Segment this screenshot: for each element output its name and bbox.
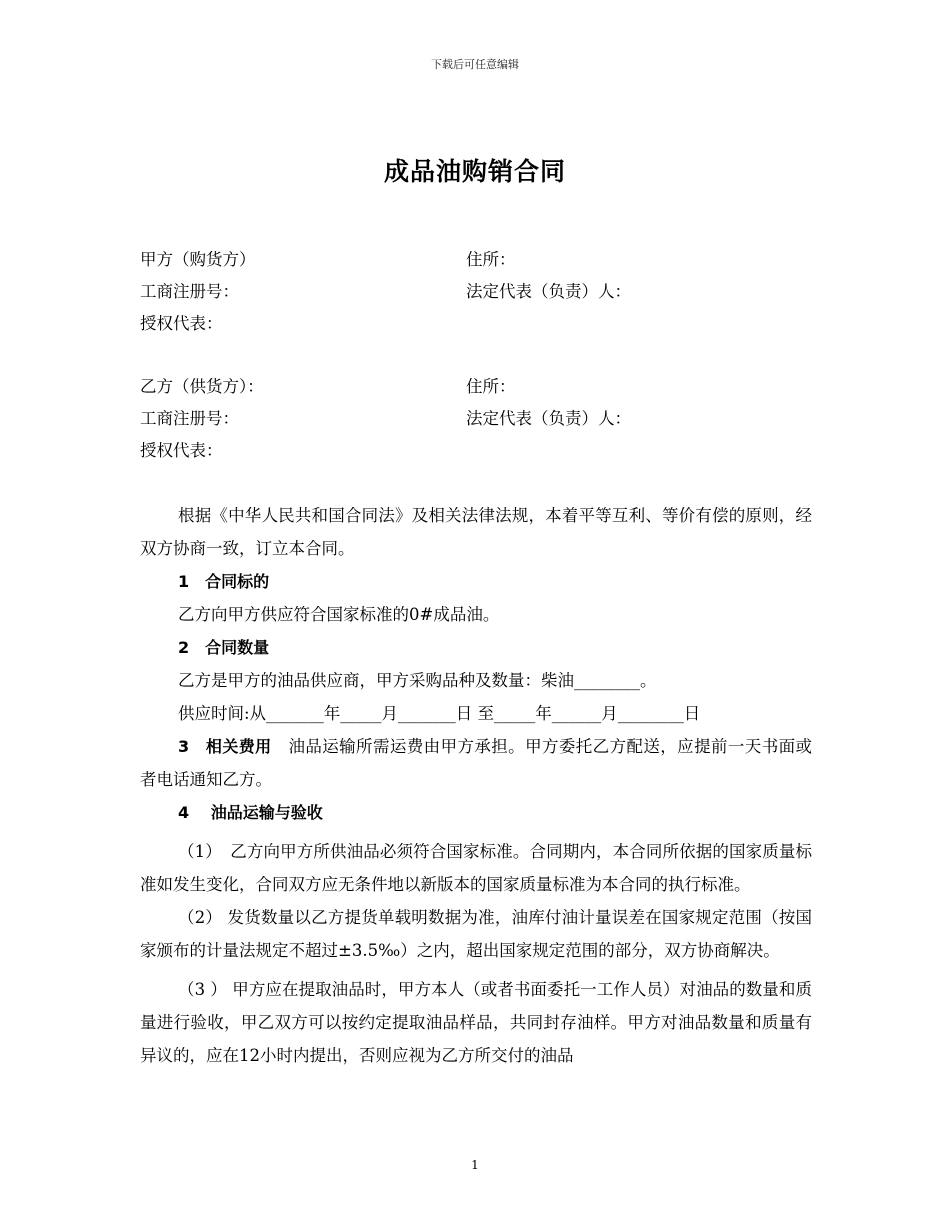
party-b-auth-rep-label: 授权代表： <box>140 441 223 460</box>
section-2-title: 2 合同数量 <box>178 638 270 657</box>
section-4-item-2: （2） 发货数量以乙方提货单载明数据为准，油库付油计量误差在国家规定范围（按国家颁布的计量法规定不超过±3.5‰）之内，超出国家规定范围的部分，双方协商解决。 <box>140 908 812 960</box>
section-2-text: 乙方是甲方的油品供应商，甲方采购品种及数量：柴油________。 <box>178 671 657 690</box>
party-a-legal-rep-label: 法定代表（负责）人： <box>466 282 631 301</box>
party-b-legal-rep-label: 法定代表（负责）人： <box>466 409 631 428</box>
page-number: 1 <box>471 1158 479 1172</box>
party-b-reg-label: 工商注册号： <box>140 409 239 428</box>
section-1-heading <box>140 565 812 598</box>
party-a-auth-rep-label: 授权代表： <box>140 314 223 333</box>
contract-body <box>140 499 812 1072</box>
section-4-item-1: （1） 乙方向甲方所供油品必须符合国家标准。合同期内，本合同所依据的国家质量标准如发生变化，合同双方应无条件地以新版本的国家质量标准为本合同的执行标准。 <box>140 842 812 894</box>
header-note: 下载后可任意编辑 <box>431 58 519 71</box>
section-3-paragraph <box>140 730 812 796</box>
preamble-paragraph: 根据《中华人民共和国合同法》及相关法律法规，本着平等互利、等价有偿的原则，经双方协商一致，订立本合同。 <box>140 506 812 558</box>
section-1-text: 乙方向甲方供应符合国家标准的0#成品油。 <box>178 605 500 624</box>
party-a-address-label: 住所： <box>466 250 516 269</box>
party-a-name-label: 甲方（购货方） <box>140 250 256 269</box>
party-b-address-label: 住所： <box>466 377 516 396</box>
section-4-heading <box>140 796 812 829</box>
section-2-heading <box>140 631 812 664</box>
party-a-reg-label: 工商注册号： <box>140 282 239 301</box>
section-1-title: 1 合同标的 <box>178 572 270 591</box>
party-b-block <box>140 371 820 467</box>
section-4-item-3: （3 ） 甲方应在提取油品时，甲方本人（或者书面委托一工作人员）对油品的数量和质量进行验收，甲乙双方可以按约定提取油品样品，共同封存油样。甲方对油品数量和质量有异议的，应在12小时内提出，否则应视为乙方所交付的油品 <box>140 980 812 1065</box>
section-4-title: 4 油品运输与验收 <box>178 803 323 822</box>
supply-time-line: 供应时间:从_______年_____月_______日 至_____年______月________日 <box>178 704 701 723</box>
party-b-name-label: 乙方（供货方）： <box>140 377 264 396</box>
document-title: 成品油购销合同 <box>383 157 566 186</box>
party-a-block <box>140 244 820 340</box>
section-3-text: 油品运输所需运费由甲方承担。甲方委托乙方配送，应提前一天书面或者电话通知乙方。 <box>140 737 812 789</box>
section-3-title: 3 相关费用 <box>178 737 272 756</box>
